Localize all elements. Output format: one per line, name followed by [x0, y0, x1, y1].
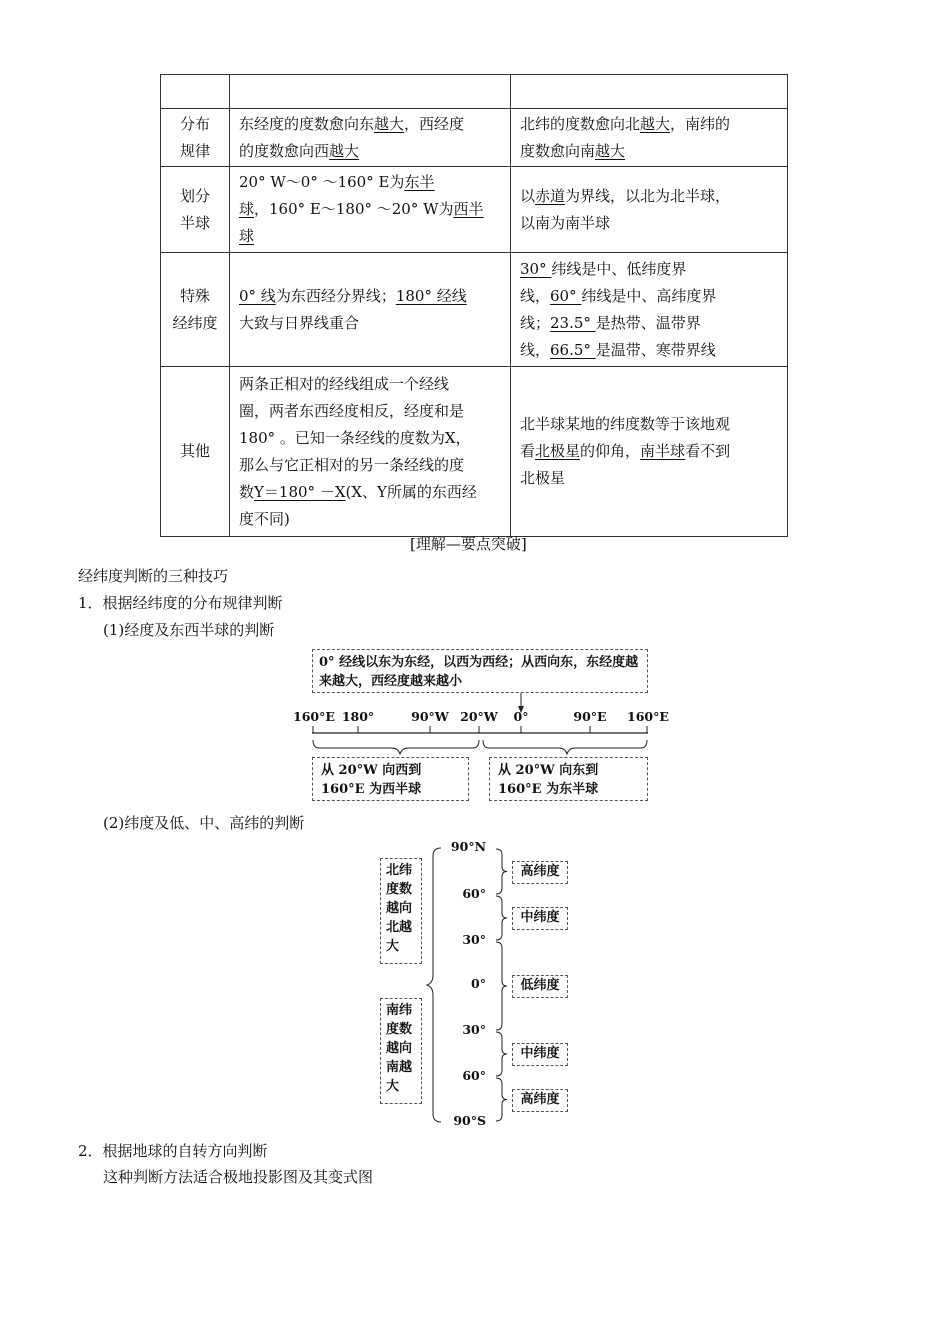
lat-zone-brace: [496, 896, 507, 940]
cell-text: 东经度的度数愈向东: [239, 114, 375, 133]
lon-tick-label: 20°W: [460, 709, 498, 724]
sub-2-title: (2)纬度及低、中、高纬的判断: [103, 814, 305, 832]
cell-text: 北极星: [520, 469, 566, 487]
lat-tick-label: 30°: [462, 1022, 486, 1037]
item-2-description: 这种判断方法适合极地投影图及其变式图: [103, 1168, 374, 1186]
cell-text: 那么与它正相对的另一条经线的度: [239, 455, 465, 474]
lon-left-note: 从 20°W 向西到 160°E 为西半球: [312, 757, 469, 801]
section-heading: 经纬度判断的三种技巧: [78, 567, 229, 585]
lat-zone-label: 低纬度: [512, 975, 568, 998]
underlined-text: 66.5°: [550, 340, 596, 359]
cell-text: ，160° E～180° ～20° W为: [254, 200, 454, 218]
lat-zone-label: 高纬度: [512, 1089, 568, 1112]
lon-right-note: 从 20°W 向东到 160°E 为东半球: [489, 757, 648, 801]
section-caption: [理解—要点突破]: [410, 535, 527, 553]
lat-north-note: 北纬度数越向北越大: [380, 858, 422, 964]
underlined-text: 0° 线: [239, 286, 276, 305]
underlined-text: Y＝180° －X: [254, 482, 346, 501]
underlined-text: 180° 经线: [395, 286, 467, 305]
lat-zone-brace: [496, 1032, 507, 1076]
lon-tick-label: 0°: [513, 709, 529, 724]
row-header: 分布 规律: [161, 109, 230, 167]
lon-tick-label: 90°E: [573, 709, 607, 724]
lat-tick-label: 90°S: [453, 1113, 486, 1128]
cell-text: 为东西经分界线；: [275, 286, 396, 305]
cell-text: 数: [239, 482, 255, 501]
underlined-text: 越大: [595, 141, 626, 160]
cell-text: (X、Y所属的东西经: [345, 482, 477, 501]
item-1-title: 1．根据经纬度的分布规律判断: [78, 594, 283, 612]
cell-text: 度数愈向南: [520, 141, 596, 160]
lat-tick-label: 0°: [471, 976, 486, 991]
lat-zone-label: 中纬度: [512, 1043, 568, 1066]
underlined-text: 越大: [329, 141, 360, 160]
lon-tick-label: 160°E: [627, 709, 669, 724]
cell-text: 线，: [520, 286, 551, 305]
underlined-text: 北极星: [535, 442, 581, 460]
cell-text: 看: [520, 442, 536, 460]
underlined-text: 东半: [404, 173, 435, 191]
cell-text: 是热带、温带界: [595, 313, 701, 332]
lat-tick-label: 90°N: [450, 839, 486, 854]
underlined-text: 30°: [520, 259, 552, 278]
cell-text: 线；: [520, 313, 551, 332]
item-2-title: 2．根据地球的自转方向判断: [78, 1142, 268, 1160]
underlined-text: 越大: [640, 114, 671, 133]
lat-tick-label: 60°: [462, 1068, 486, 1083]
cell-text: 180° 。已知一条经线的度数为X，: [239, 428, 471, 447]
lon-top-note: 0° 经线以东为东经，以西为西经；从西向东，东经度越来越大，西经度越来越小: [312, 649, 648, 693]
underlined-text: 赤道: [535, 186, 566, 205]
underlined-text: 越大: [374, 114, 405, 133]
lat-zone-label: 中纬度: [512, 907, 568, 930]
cell-text: ，南纬的: [670, 114, 731, 133]
underlined-text: 球: [239, 227, 255, 245]
lat-tick-label: 60°: [462, 886, 486, 901]
underlined-text: 60°: [550, 286, 582, 305]
underlined-text: 南半球: [640, 442, 686, 460]
cell-text: 的度数愈向西: [239, 141, 330, 160]
underlined-text: 西半: [453, 200, 484, 218]
underlined-text: 球: [239, 200, 255, 218]
cell-text: 纬线是中、高纬度界: [581, 286, 717, 305]
lat-zone-brace: [496, 1078, 507, 1121]
cell-text: ，西经度: [404, 114, 465, 133]
cell-text: 圈，两者东西经度相反，经度和是: [239, 401, 465, 420]
row-header: 其他: [161, 367, 230, 537]
row-header: 特殊 经纬度: [161, 253, 230, 367]
lon-tick-label: 160°E: [293, 709, 335, 724]
cell-text: 线，: [520, 340, 551, 359]
cell-text: 看不到: [685, 442, 731, 460]
cell-text: 是温带、寒带界线: [595, 340, 716, 359]
cell-text: 度不同): [239, 509, 290, 528]
cell-text: 两条正相对的经线组成一个经线: [239, 374, 450, 393]
cell-text: 的仰角，: [580, 442, 641, 460]
cell-text: 北纬的度数愈向北: [520, 114, 641, 133]
lat-zone-brace: [496, 942, 507, 1030]
cell-text: 以: [520, 186, 536, 205]
cell-text: 纬线是中、低纬度界: [551, 259, 687, 278]
lat-zone-brace: [496, 849, 507, 894]
row-header: 划分 半球: [161, 167, 230, 253]
lon-tick-label: 90°W: [411, 709, 449, 724]
lon-tick-label: 180°: [341, 709, 375, 724]
cell-text: 北半球某地的纬度数等于该地观: [520, 415, 731, 433]
lat-zone-label: 高纬度: [512, 861, 568, 884]
cell-text: 为界线，以北为北半球，: [565, 186, 731, 205]
sub-1-title: (1)经度及东西半球的判断: [103, 621, 275, 639]
cell-text: 大致与日界线重合: [239, 313, 360, 332]
cell-text: 以南为南半球: [520, 213, 611, 232]
underlined-text: 23.5°: [550, 313, 596, 332]
cell-text: 20° W～0° ～160° E为: [239, 173, 405, 191]
lat-tick-label: 30°: [462, 932, 486, 947]
lat-south-note: 南纬度数越向南越大: [380, 998, 422, 1104]
